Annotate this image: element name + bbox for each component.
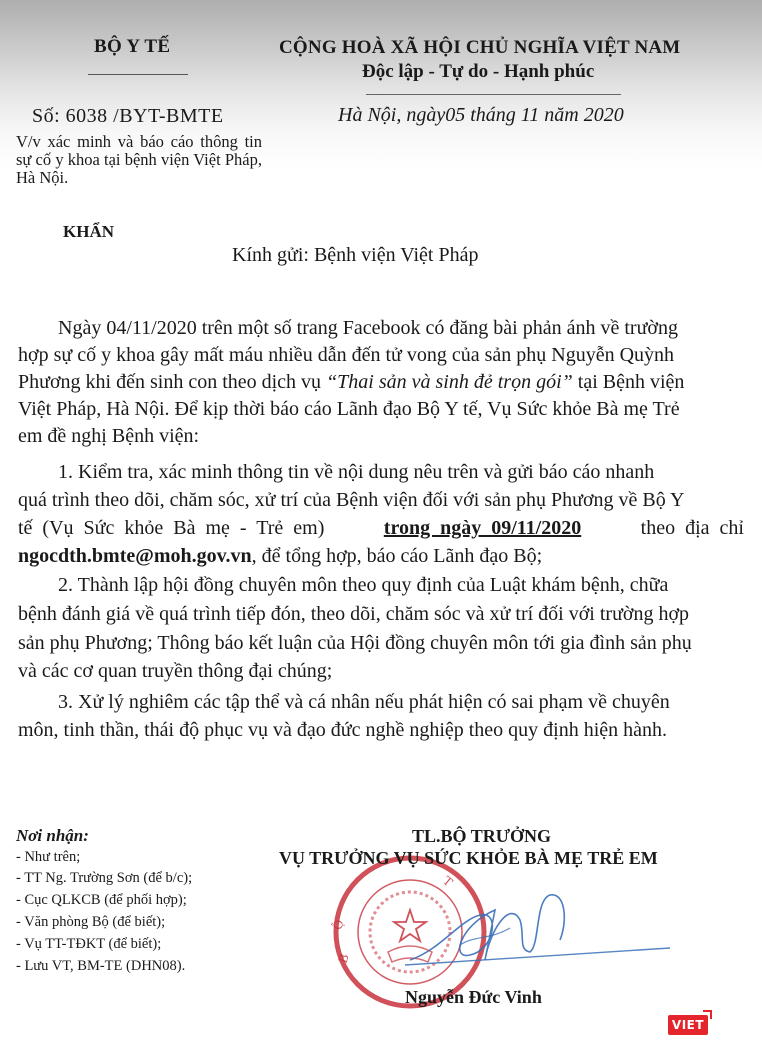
text-line: Việt Pháp, Hà Nội. Để kịp thời báo cáo Lãnh đạo Bộ Y tế, Vụ Sức khỏe Bà mẹ Trẻ — [18, 398, 680, 420]
document-subject: V/v xác minh và báo cáo thông tin sự cố y khoa tại bệnh viện Việt Pháp, Hà Nội. — [16, 132, 262, 187]
document-number: Số: 6038 /BYT-BMTE — [32, 105, 224, 127]
text-run: , để tổng hợp, báo cáo Lãnh đạo Bộ; — [251, 545, 543, 567]
text-run: tế (Vụ Sức khỏe Bà mẹ - Trẻ em) — [18, 517, 325, 539]
handwritten-signature-icon — [400, 890, 690, 980]
motto-underline — [366, 94, 621, 95]
ministry-name: BỘ Y TẾ — [94, 36, 171, 57]
text-line: bệnh đánh giá về quá trình tiếp đón, theo dõi, chăm sóc và xử trí đối với trường hợp — [18, 603, 690, 625]
svg-text:B: B — [335, 951, 352, 966]
recipient-item: - Văn phòng Bộ (để biết); — [16, 914, 166, 930]
national-title: CỘNG HOÀ XÃ HỘI CHỦ NGHĨA VIỆT NAM — [279, 37, 681, 58]
text-line: môn, tinh thần, thái độ phục vụ và đạo đức nghề nghiệp theo quy định hiện hành. — [18, 719, 668, 741]
recipient-item: - Vụ TT-TĐKT (để biết); — [16, 936, 162, 952]
svg-text:Ộ: Ộ — [331, 919, 346, 931]
svg-text:T: T — [440, 873, 456, 890]
contact-email-link[interactable]: ngocdth.bmte@moh.gov.vn — [18, 545, 252, 567]
place-and-date: Hà Nội, ngày05 tháng 11 năm 2020 — [338, 104, 624, 126]
recipient-item: - TT Ng. Trường Sơn (để b/c); — [16, 870, 193, 886]
text-line — [18, 544, 744, 568]
recipient-item: - Lưu VT, BM-TE (DHN08). — [16, 958, 186, 974]
recipient-item: - Cục QLKCB (để phối hợp); — [16, 892, 187, 908]
text-line: 2. Thành lập hội đồng chuyên môn theo quy định của Luật khám bệnh, chữa — [58, 574, 669, 596]
text-run: theo địa chỉ — [640, 517, 744, 539]
deadline: trong ngày 09/11/2020 — [383, 517, 582, 539]
text-run: Phương khi đến sinh con theo dịch vụ — [18, 371, 327, 393]
ministry-underline — [88, 74, 188, 75]
national-motto: Độc lập - Tự do - Hạnh phúc — [362, 61, 595, 82]
text-line: 3. Xử lý nghiêm các tập thể và cá nhân nếu phát hiện có sai phạm về chuyên — [58, 691, 670, 713]
text-line: 1. Kiểm tra, xác minh thông tin về nội dung nêu trên và gửi báo cáo nhanh — [58, 461, 655, 483]
text-line: sản phụ Phương; Thông báo kết luận của Hội đồng chuyên môn tới gia đình sản phụ — [18, 632, 692, 654]
service-name: “Thai sản và sinh đẻ trọn gói” — [326, 371, 573, 393]
publisher-watermark-logo: VIET — [668, 1015, 708, 1035]
signatory-name: Nguyễn Đức Vinh — [405, 987, 542, 1007]
text-line — [18, 516, 744, 540]
addressee: Kính gửi: Bệnh viện Việt Pháp — [232, 244, 479, 266]
text-run: tại Bệnh viện — [572, 371, 685, 393]
text-line: Ngày 04/11/2020 trên một số trang Facebook có đăng bài phản ánh về trường — [58, 317, 678, 339]
text-line: quá trình theo dõi, chăm sóc, xử trí của Bệnh viện đối với sản phụ Phương về Bộ Y — [18, 489, 685, 511]
recipients-title: Nơi nhận: — [16, 826, 89, 845]
text-line: và các cơ quan truyền thông đại chúng; — [18, 660, 333, 682]
signatory-authority: TL.BỘ TRƯỞNG — [412, 826, 552, 846]
recipient-item: - Như trên; — [16, 849, 81, 865]
text-line: hợp sự cố y khoa gây mất máu nhiều dẫn đến tử vong của sản phụ Nguyễn Quỳnh — [18, 344, 675, 366]
text-line: em đề nghị Bệnh viện: — [18, 425, 200, 447]
text-line — [18, 370, 744, 394]
signatory-position: VỤ TRƯỞNG VỤ SỨC KHỎE BÀ MẸ TRẺ EM — [279, 848, 658, 868]
urgency-label: KHẨN — [63, 222, 114, 241]
